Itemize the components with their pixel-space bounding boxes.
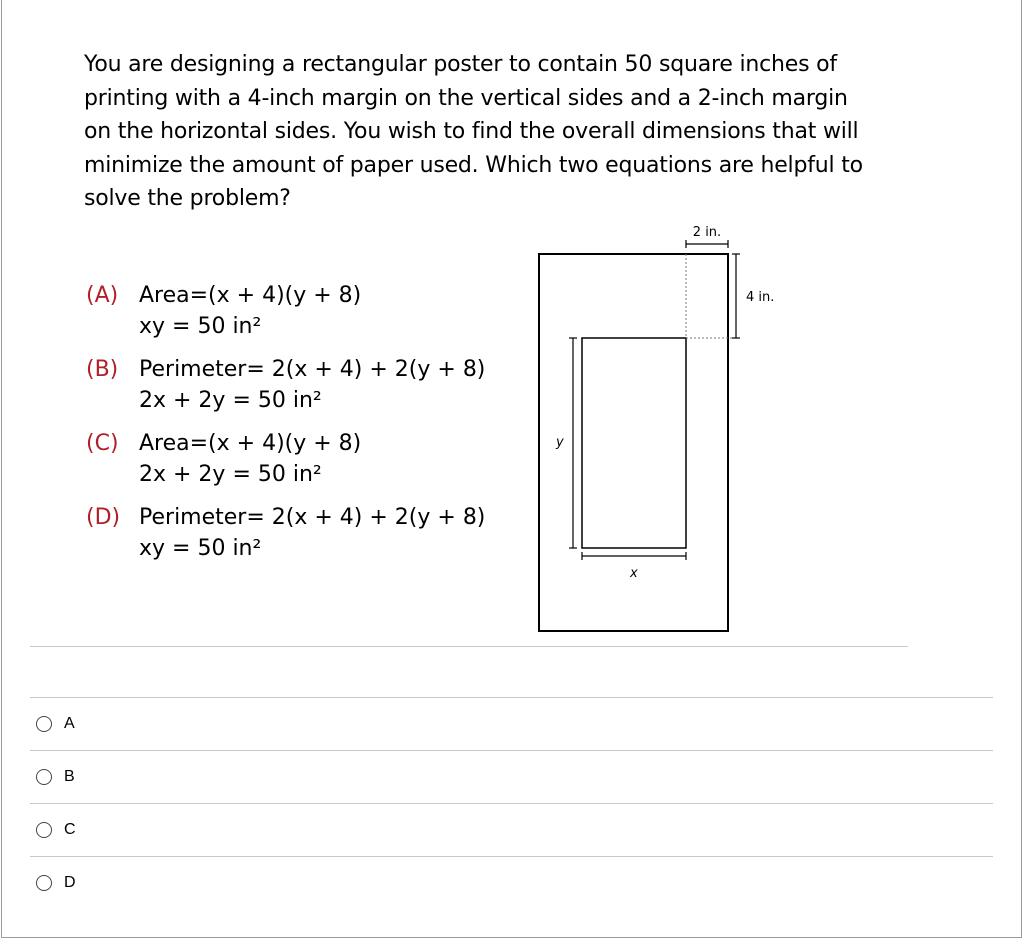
label-x: x <box>630 566 638 581</box>
choice-divider <box>30 750 993 751</box>
printed-area <box>582 338 686 548</box>
option-letter: (C) <box>86 431 119 456</box>
label-4in: 4 in. <box>746 290 775 305</box>
radio-button[interactable] <box>36 769 52 785</box>
choice-d[interactable] <box>36 871 76 895</box>
label-2in: 2 in. <box>692 225 722 240</box>
option-letter: (A) <box>86 283 119 308</box>
option-equation-2: xy = 50 in² <box>139 314 262 339</box>
label-y: y <box>556 435 564 450</box>
option-equation-2: 2x + 2y = 50 in² <box>139 388 322 413</box>
option-equation-1: Perimeter= 2(x + 4) + 2(y + 8) <box>139 357 486 382</box>
option-equation-2: xy = 50 in² <box>139 536 262 561</box>
choice-b[interactable] <box>36 765 75 789</box>
option-letter: (D) <box>86 505 121 530</box>
radio-button[interactable] <box>36 822 52 838</box>
option-equation-1: Area=(x + 4)(y + 8) <box>139 283 362 308</box>
choice-label: D <box>64 874 76 891</box>
option-letter: (B) <box>86 357 119 382</box>
radio-button[interactable] <box>36 716 52 732</box>
choice-divider <box>30 856 993 857</box>
choice-label: A <box>64 715 75 732</box>
option-equation-2: 2x + 2y = 50 in² <box>139 462 322 487</box>
radio-button[interactable] <box>36 875 52 891</box>
option-equation-1: Perimeter= 2(x + 4) + 2(y + 8) <box>139 505 486 530</box>
question-divider <box>30 646 908 647</box>
choice-divider <box>30 697 993 698</box>
choice-label: C <box>64 821 76 838</box>
choice-c[interactable] <box>36 818 76 842</box>
choice-a[interactable] <box>36 712 75 736</box>
question-text: You are designing a rectangular poster to contain 50 square inches of printing with a 4-inch margin on the vertical sides and a 2-inch margin on the horizontal sides. You wish to find the overall dimensions that will minimize the amount of paper used. Which two equations are helpful to solve the problem? <box>84 52 863 211</box>
choice-divider <box>30 803 993 804</box>
choice-label: B <box>64 768 75 785</box>
option-equation-1: Area=(x + 4)(y + 8) <box>139 431 362 456</box>
